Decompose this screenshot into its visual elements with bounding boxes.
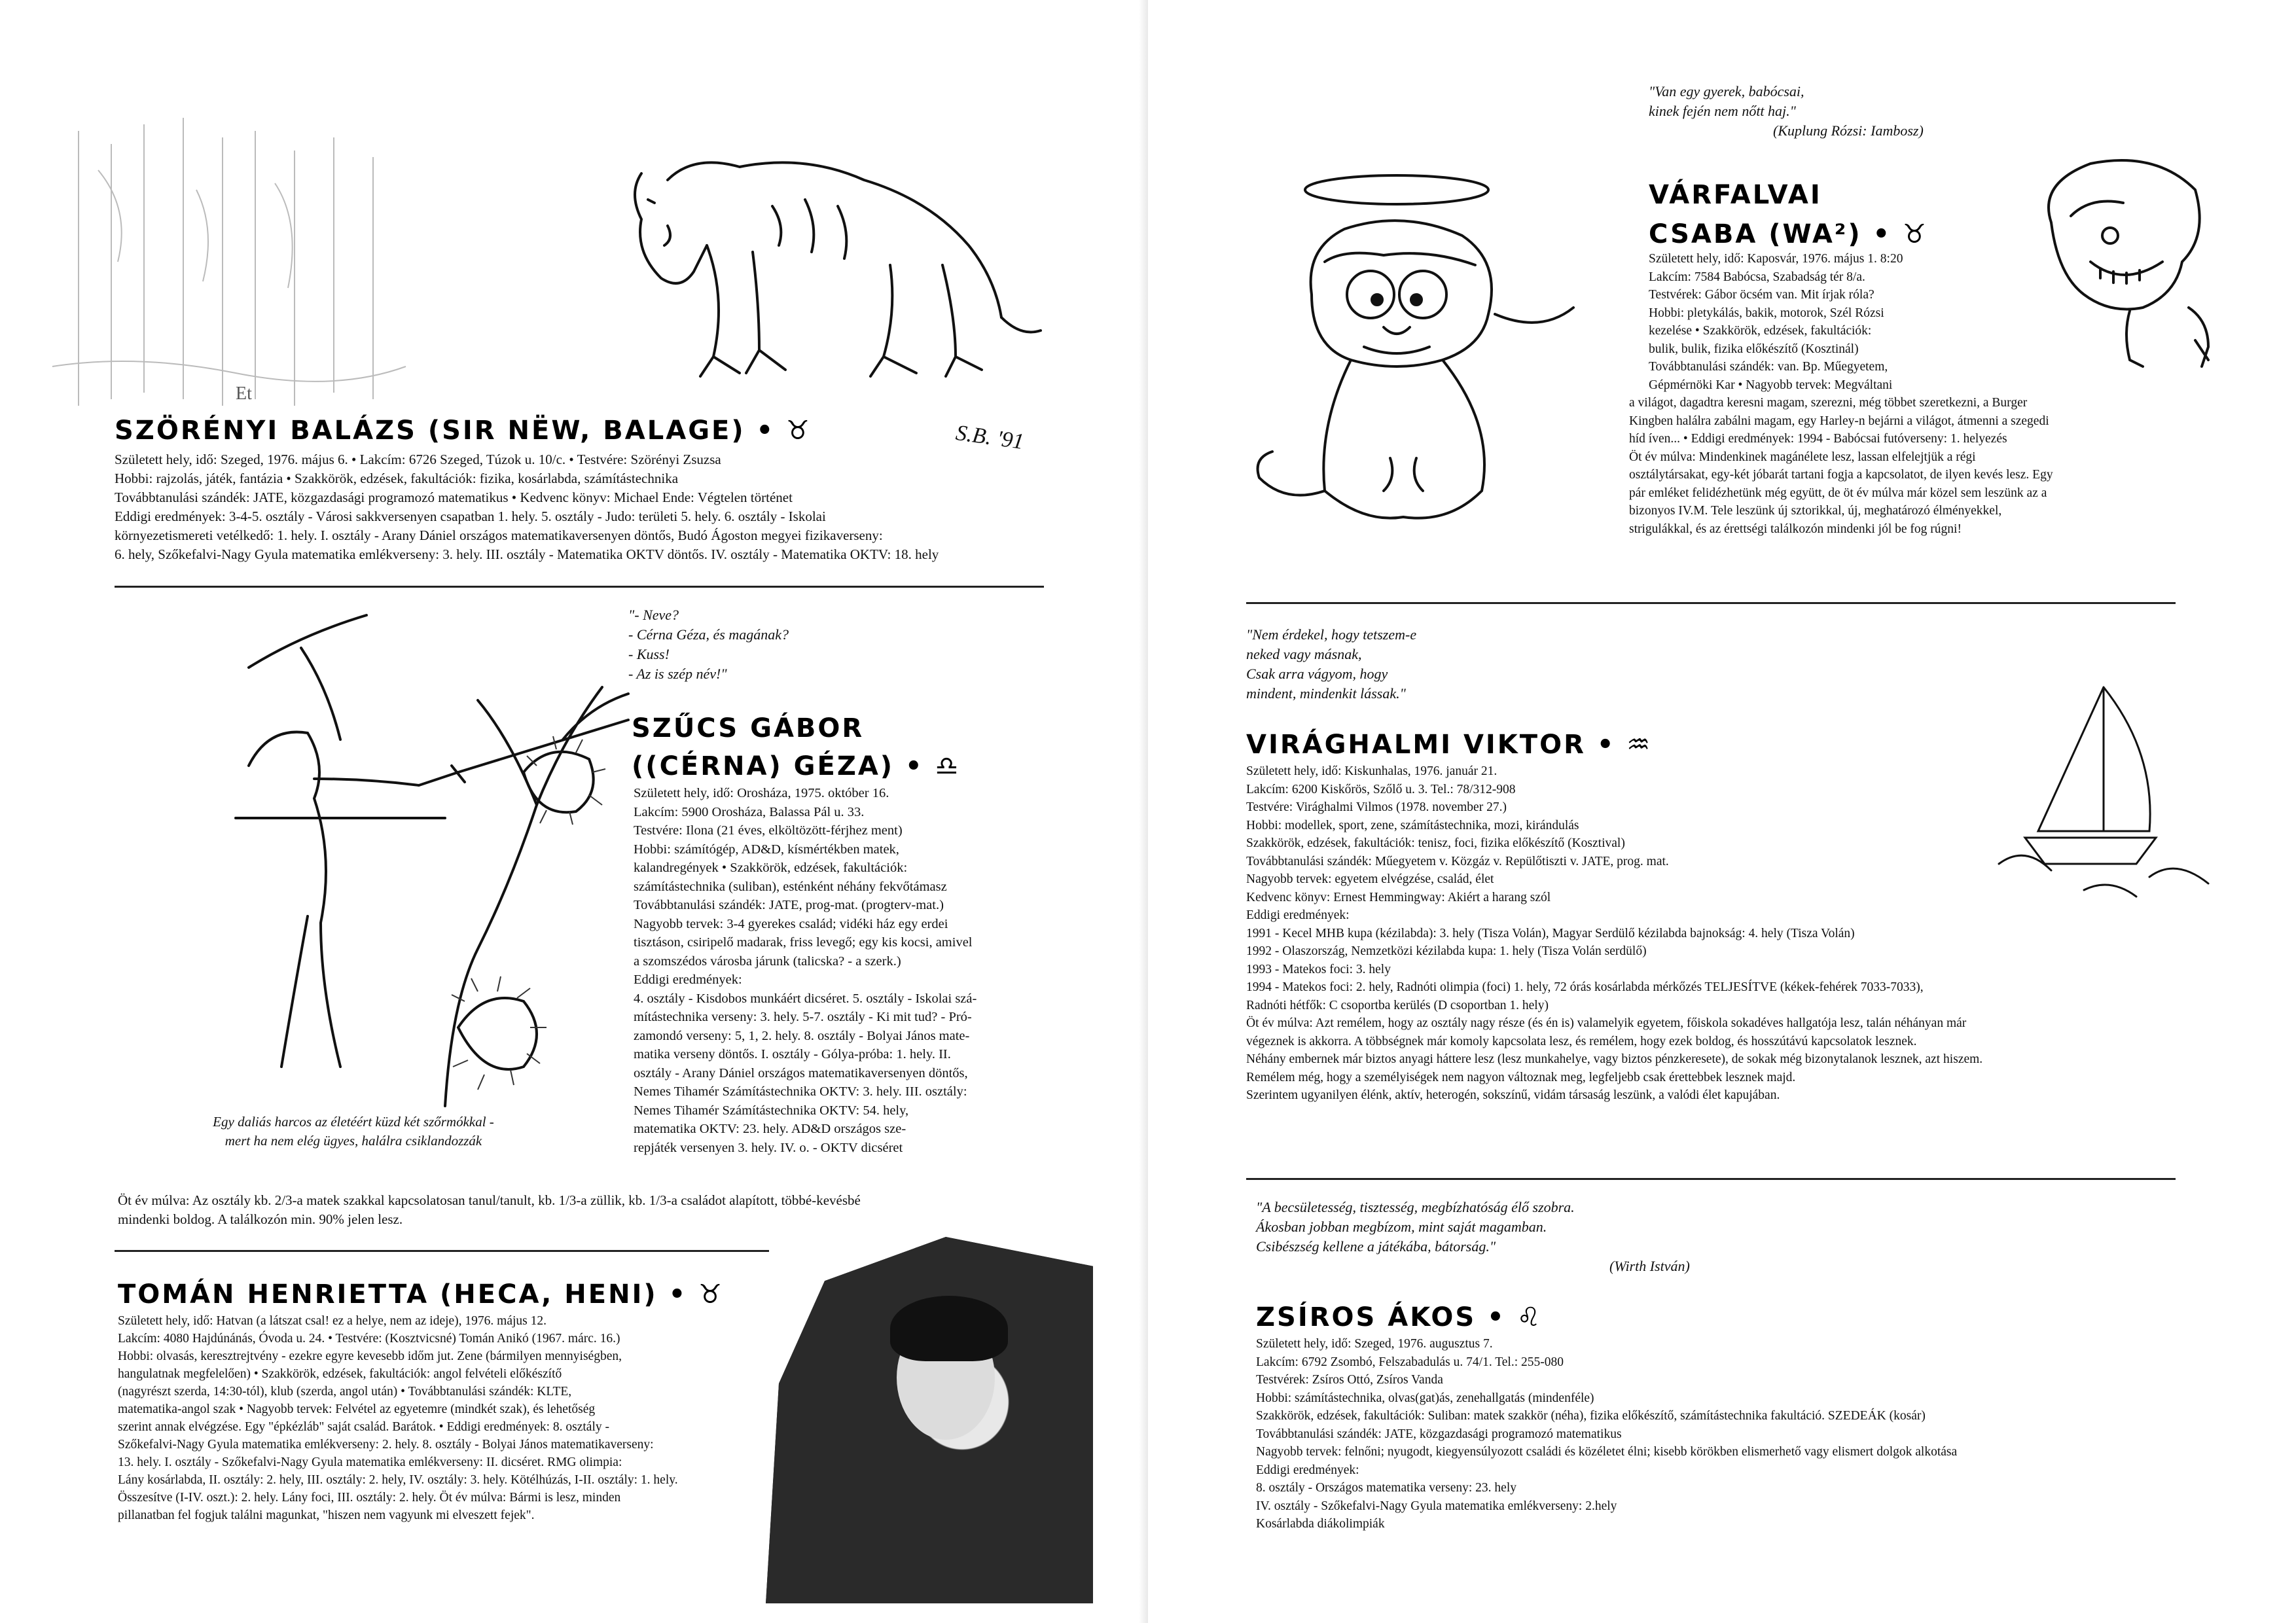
- portrait-photo: [766, 1237, 1093, 1603]
- quote-line: kinek fején nem nőtt haj.": [1649, 103, 1796, 119]
- detail-line: Továbbtanulási szándék: Műegyetem v. Közgáz v. Repülőtiszti v. JATE, prog. mat.: [1246, 854, 1669, 868]
- detail-line: Testvére: Virághalmi Vilmos (1978. november 27.): [1246, 800, 1507, 814]
- detail-line: matika verseny döntős. I. osztály - Gólya-próba: 1. hely. II.: [634, 1047, 951, 1061]
- szucs-name-line2: ((CÉRNA) GÉZA) • ♎: [632, 751, 961, 781]
- quote-line: Csak arra vágyom, hogy: [1246, 666, 1388, 682]
- detail-line: matematika OKTV: 23. hely. AD&D országos sze-: [634, 1122, 906, 1136]
- detail-line: Kingben halálra zabálni magam, egy Harley-n bejárni a világot, átmenni a szegedi: [1629, 414, 2049, 428]
- detail-line: Született hely, idő: Szeged, 1976. augusztus 7.: [1256, 1337, 1493, 1351]
- detail-line: Nagyobb tervek: felnőni; nyugodt, kiegyensúlyozott családi és közéletet élni; kisebb körökben elismerhető vagy elismert dolgok alkotása: [1256, 1445, 1958, 1459]
- quote-line: "- Neve?: [628, 607, 679, 623]
- detail-line: pillanatban fel fogjuk találni magunkat, "hiszen nem vagyunk mi elveszett fejek".: [118, 1508, 535, 1522]
- detail-line: mindenki boldog. A találkozón min. 90% jelen lesz.: [118, 1211, 403, 1227]
- section-divider: [115, 1250, 769, 1252]
- detail-line: 4. osztály - Kisdobos munkáért dicséret. 5. osztály - Iskolai szá-: [634, 991, 977, 1006]
- beast-drawing: [589, 141, 1060, 389]
- quote-line: (Kuplung Rózsi: Iambosz): [1773, 122, 1924, 139]
- detail-line: Továbbtanulási szándék: JATE, közgazdasági programozó matematikus: [1256, 1427, 1622, 1441]
- viraghalmi-name: VIRÁGHALMI VIKTOR • ♒: [1246, 730, 1653, 760]
- faint-sketch-illustration: [39, 92, 406, 419]
- detail-line: Lakcím: 5900 Orosháza, Balassa Pál u. 33.: [634, 804, 865, 819]
- detail-line: IV. osztály - Szőkefalvi-Nagy Gyula matematika emlékverseny: 2.hely: [1256, 1499, 1617, 1513]
- detail-line: Nagyobb tervek: 3-4 gyerekes család; vidéki ház egy erdei: [634, 916, 948, 931]
- detail-line: Eddigi eredmények:: [1256, 1463, 1359, 1477]
- quote-line: - Kuss!: [628, 646, 670, 662]
- detail-line: Eddigi eredmények:: [634, 972, 742, 987]
- quote-line: neked vagy másnak,: [1246, 646, 1362, 662]
- detail-line: bulik, bulik, fizika előkészítő (Kosztinál): [1649, 342, 1859, 356]
- detail-line: Lakcím: 6792 Zsombó, Felszabadulás u. 74/1. Tel.: 255-080: [1256, 1355, 1564, 1369]
- detail-line: a világot, dagadtra keresni magam, szerezni, még többet szeretkezni, a Burger: [1629, 396, 2028, 410]
- detail-line: Nemes Tihamér Számítástechnika OKTV: 54. hely,: [634, 1103, 909, 1118]
- detail-line: hangulatnak megfelelően) • Szakkörök, edzések, fakultációk: angol felvételi előkészítő: [118, 1367, 562, 1381]
- detail-line: Született hely, idő: Orosháza, 1975. október 16.: [634, 786, 889, 800]
- detail-line: osztálytársakat, egy-két jóbarát tartani fogja a kapcsolatot, de ilyen kevés lesz. Egy: [1629, 468, 2053, 482]
- detail-line: Néhány embernek már biztos anyagi háttere lesz (lesz munkahelye, vagy biztos pénzkeresete), de sokak még bizonytalanok lesznek, azt hiszem.: [1246, 1052, 1983, 1066]
- detail-line: Remélem még, hogy a személyiségek nem nagyon változnak meg, legfeljebb csak érettebbek lesznek majd.: [1246, 1070, 1796, 1084]
- detail-line: Továbbtanulási szándék: JATE, prog-mat. (progterv-mat.): [634, 898, 944, 912]
- detail-line: kezelése • Szakkörök, edzések, fakultációk:: [1649, 324, 1872, 338]
- detail-line: számítástechnika (suliban), esténként néhány fekvőtámasz: [634, 879, 947, 894]
- detail-line: zamondó verseny: 5, 1, 2. hely. 8. osztály - Bolyai János mate-: [634, 1028, 970, 1043]
- detail-line: szerint annak elvégzése. Egy "épkézláb" saját család. Barátok. • Eddigi eredmények: 8. osztály -: [118, 1420, 609, 1434]
- detail-line: 1994 - Matekos foci: 2. hely, Radnóti olimpia (foci) 1. hely, 72 órás kosárlabda mérkőzés TELJESÍTVE (kékek-fehérek 7033-7033),: [1246, 980, 1924, 994]
- detail-line: 1992 - Olaszország, Nemzetközi kézilabda kupa: 1. hely (Tisza Volán serdülő): [1246, 944, 1647, 958]
- detail-line: Eddigi eredmények: 3-4-5. osztály - Városi sakkversenyen csapatban 1. hely. 5. osztály - Judo: területi 5. hely. 6. osztály - Iskolai: [115, 508, 826, 524]
- quote-line: mindent, mindenkit lássak.": [1246, 685, 1406, 702]
- detail-line: Lakcím: 6200 Kiskőrös, Szőlő u. 3. Tel.: 78/312-908: [1246, 782, 1516, 796]
- detail-line: Szőkefalvi-Nagy Gyula matematika emlékverseny: 2. hely. 8. osztály - Bolyai János matematikaverseny:: [118, 1438, 654, 1452]
- detail-line: matematika-angol szak • Nagyobb tervek: Felvétel az egyetemre (mindkét szak), és lehetőség: [118, 1402, 596, 1416]
- detail-line: Testvére: Ilona (21 éves, elköltözött-férjhez ment): [634, 823, 903, 838]
- detail-line: Szakkörök, edzések, fakultációk: tenisz, foci, fizika előkészítő (Kosztival): [1246, 836, 1625, 850]
- detail-line: Kosárlabda diákolimpiák: [1256, 1517, 1385, 1531]
- detail-line: Született hely, idő: Kiskunhalas, 1976. január 21.: [1246, 764, 1498, 778]
- detail-line: Lány kosárlabda, II. osztály: 2. hely, III. osztály: 2. hely, IV. osztály: 3. hely. Kötélhúzás, I-II. osztály: 1. hely.: [118, 1473, 678, 1487]
- detail-line: Testvérek: Zsíros Ottó, Zsíros Vanda: [1256, 1373, 1443, 1387]
- varfalvai-details-wide: [1629, 394, 2166, 538]
- detail-line: Eddigi eredmények:: [1246, 908, 1350, 922]
- detail-line: a szomszédos városba járunk (talicska? - a szerk.): [634, 954, 901, 969]
- detail-line: híd íven... • Eddigi eredmények: 1994 - Babócsai futóverseny: 1. helyezés: [1629, 432, 2007, 446]
- detail-line: Nagyobb tervek: egyetem elvégzése, család, élet: [1246, 872, 1494, 886]
- szucs-details: [634, 784, 1085, 1157]
- detail-line: pár emléket felidézhetünk még együtt, de öt év múlva már közel sem leszünk az a: [1629, 486, 2047, 500]
- detail-line: Lakcím: 4080 Hajdúnánás, Óvoda u. 24. • Testvére: (Kosztvicsné) Tomán Anikó (1967. márc. 16.): [118, 1332, 620, 1346]
- quote-line: "Nem érdekel, hogy tetszem-e: [1246, 626, 1417, 643]
- detail-line: 1993 - Matekos foci: 3. hely: [1246, 962, 1391, 976]
- detail-line: Összesítve (I-IV. oszt.): 2. hely. Lány foci, III. osztály: 2. hely. Öt év múlva: Bármi is lesz, minden: [118, 1491, 621, 1505]
- toman-details: [118, 1312, 746, 1524]
- garfield-drawing: [1233, 151, 1600, 530]
- quote-line: - Cérna Géza, és magának?: [628, 626, 789, 643]
- detail-line: Testvérek: Gábor öcsém van. Mit írjak róla?: [1649, 288, 1874, 302]
- detail-line: Született hely, idő: Szeged, 1976. május 6. • Lakcím: 6726 Szeged, Túzok u. 10/c. • Testvére: Szörényi Zsuzsa: [115, 452, 721, 467]
- detail-line: környezetismereti vetélkedő: 1. hely. I. osztály - Arany Dániel országos matematikaversenyen döntős, Budó Ágoston megyei fizikaverseny:: [115, 527, 883, 543]
- szorenyi-name: SZÖRÉNYI BALÁZS (SIR NËW, BALAGE) • ♉: [115, 416, 812, 446]
- viraghalmi-quote: [1246, 625, 1587, 704]
- detail-line: Kedvenc könyv: Ernest Hemmingway: Akiért a harang szól: [1246, 890, 1551, 904]
- detail-line: Öt év múlva: Mindenkinek magánélete lesz, lassan elfelejtjük a régi: [1629, 450, 1976, 464]
- detail-line: Lakcím: 7584 Babócsa, Szabadság tér 8/a.: [1649, 270, 1865, 284]
- quote-line: Ákosban jobban megbízom, mint saját magamban.: [1256, 1219, 1547, 1235]
- detail-line: Szakkörök, edzések, fakultációk: Suliban: matek szakkör (néha), fizika előkészítő, számítástechnika fakultáció. SZEDEÁK (kosár): [1256, 1409, 1926, 1423]
- quote-line: Csibészség kellene a játékába, bátorság.": [1256, 1238, 1496, 1255]
- section-divider: [1246, 602, 2176, 604]
- detail-line: 8. osztály - Országos matematika verseny: 23. hely: [1256, 1481, 1517, 1495]
- zsiros-details: [1256, 1335, 2192, 1533]
- varfalvai-name-line2: CSABA (WA²) • ♉: [1649, 219, 1928, 249]
- detail-line: strigulákkal, és az érettségi találkozón mindenki jól be fog rúgni!: [1629, 522, 1962, 536]
- detail-line: Hobbi: számítástechnika, olvas(gat)ás, zenehallgatás (mindenféle): [1256, 1391, 1594, 1405]
- detail-line: 6. hely, Szőkefalvi-Nagy Gyula matematika emlékverseny: 3. hely. III. osztály - Matematika OKTV döntős. IV. osztály - Matematika OKTV: 18. hely: [115, 546, 939, 562]
- swordsman-caption: [131, 1113, 576, 1150]
- detail-line: bizonyos IV.M. Tele leszünk új sztorikkal, új, meghatározó élményekkel,: [1629, 504, 2002, 518]
- szorenyi-details: [115, 450, 1044, 564]
- detail-line: Szerintem ugyanilyen élénk, aktív, heterogén, sokszínű, vidám társaság leszünk, a valódi élet kapujában.: [1246, 1088, 1780, 1102]
- quote-line: - Az is szép név!": [628, 666, 727, 682]
- quote-line: "Van egy gyerek, babócsai,: [1649, 83, 1804, 99]
- varfalvai-details: [1649, 250, 2015, 394]
- detail-line: Továbbtanulási szándék: van. Bp. Műegyetem,: [1649, 360, 1888, 374]
- detail-line: repjáték versenyen 3. hely. IV. o. - OKTV dicséret: [634, 1140, 903, 1155]
- detail-line: 1991 - Kecel MHB kupa (kézilabda): 3. hely (Tisza Volán), Magyar Serdülő kézilabda bajnokság: 4. hely (Tisza Volán): [1246, 926, 1855, 940]
- detail-line: Öt év múlva: Azt remélem, hogy az osztály nagy része (és én is) valamelyik egyetem, főiskola sokadéves hallgatója lesz, talán néhányan már: [1246, 1016, 1967, 1030]
- detail-line: 13. hely. I. osztály - Szőkefalvi-Nagy Gyula matematika emlékverseny: II. dicséret. RMG olimpia:: [118, 1455, 622, 1469]
- toman-name: TOMÁN HENRIETTA (HECA, HENI) • ♉: [118, 1279, 724, 1310]
- detail-line: mítástechnika verseny: 3. hely. 5-7. osztály - Ki mit tud? - Pró-: [634, 1010, 972, 1024]
- szucs-name-line1: SZŰCS GÁBOR: [632, 713, 865, 743]
- detail-line: Továbbtanulási szándék: JATE, közgazdasági programozó matematikus • Kedvenc könyv: Michael Ende: Végtelen történet: [115, 490, 793, 505]
- viraghalmi-details: [1246, 762, 2182, 1105]
- detail-line: Radnóti hétfők: C csoportba kerülés (D csoportban 1. hely): [1246, 998, 1549, 1012]
- caricature-drawing: [2012, 144, 2234, 380]
- quote-line: "A becsületesség, tisztesség, megbízhatóság élő szobra.: [1256, 1199, 1575, 1215]
- detail-line: Öt év múlva: Az osztály kb. 2/3-a matek szakkal kapcsolatosan tanul/tanult, kb. 1/3-a züllik, kb. 1/3-a családot alapított, többé-kevésbé: [118, 1192, 861, 1208]
- detail-line: Gépmérnöki Kar • Nagyobb tervek: Megváltani: [1649, 378, 1893, 392]
- szucs-five-years: [118, 1191, 1047, 1229]
- szucs-quote: [628, 605, 956, 684]
- caption-line: Egy daliás harcos az életéért küzd két szőrmókkal -: [213, 1114, 494, 1130]
- swordsman-drawing: [170, 609, 628, 1106]
- right-page: [1148, 0, 2296, 1623]
- detail-line: Született hely, idő: Kaposvár, 1976. május 1. 8:20: [1649, 252, 1903, 266]
- detail-line: Született hely, idő: Hatvan (a látszat csal! ez a helye, nem az ideje), 1976. május 12.: [118, 1314, 547, 1328]
- zsiros-name: ZSÍROS ÁKOS • ♌: [1256, 1302, 1543, 1332]
- detail-line: Hobbi: rajzolás, játék, fantázia • Szakkörök, edzések, fakultációk: fizika, kosárlabda, számítástechnika: [115, 471, 679, 486]
- caption-line: mert ha nem elég ügyes, halálra csiklandozzák: [224, 1133, 482, 1149]
- quote-line: (Wirth István): [1609, 1258, 1690, 1274]
- detail-line: Hobbi: modellek, sport, zene, számítástechnika, mozi, kirándulás: [1246, 818, 1579, 832]
- detail-line: (nagyrészt szerda, 14:30-tól), klub (szerda, angol után) • Továbbtanulási szándék: KLTE,: [118, 1385, 572, 1399]
- zsiros-quote: [1256, 1198, 1753, 1276]
- svg-text:Et: Et: [236, 383, 252, 404]
- varfalvai-quote: [1649, 82, 2015, 141]
- szorenyi-signature: S.B. '91: [954, 420, 1026, 455]
- detail-line: osztály - Arany Dániel országos matematikaversenyen döntős,: [634, 1065, 968, 1080]
- detail-line: kalandregények • Szakkörök, edzések, fakultációk:: [634, 861, 908, 875]
- section-divider: [1246, 1178, 2176, 1180]
- section-divider: [115, 586, 1044, 588]
- detail-line: Hobbi: olvasás, keresztrejtvény - ezekre egyre kevesebb időm jut. Zene (bármilyen mennyiségben,: [118, 1349, 622, 1363]
- detail-line: tisztáson, csiripelő madarak, friss levegő; egy kis kocsi, amivel: [634, 935, 973, 950]
- varfalvai-name-line1: VÁRFALVAI: [1649, 180, 1822, 210]
- detail-line: Nemes Tihamér Számítástechnika OKTV: 3. hely. III. osztály:: [634, 1084, 967, 1099]
- detail-line: Hobbi: számítógép, AD&D, kísmértékben matek,: [634, 842, 899, 857]
- detail-line: Hobbi: pletykálás, bakik, motorok, Szél Rózsi: [1649, 306, 1884, 320]
- detail-line: végeznek is akkorra. A többségnek már komoly kapcsolata lesz, és remélem, hogy ezek boldog, és hosszútávú kapcsolatok lesznek.: [1246, 1034, 1917, 1048]
